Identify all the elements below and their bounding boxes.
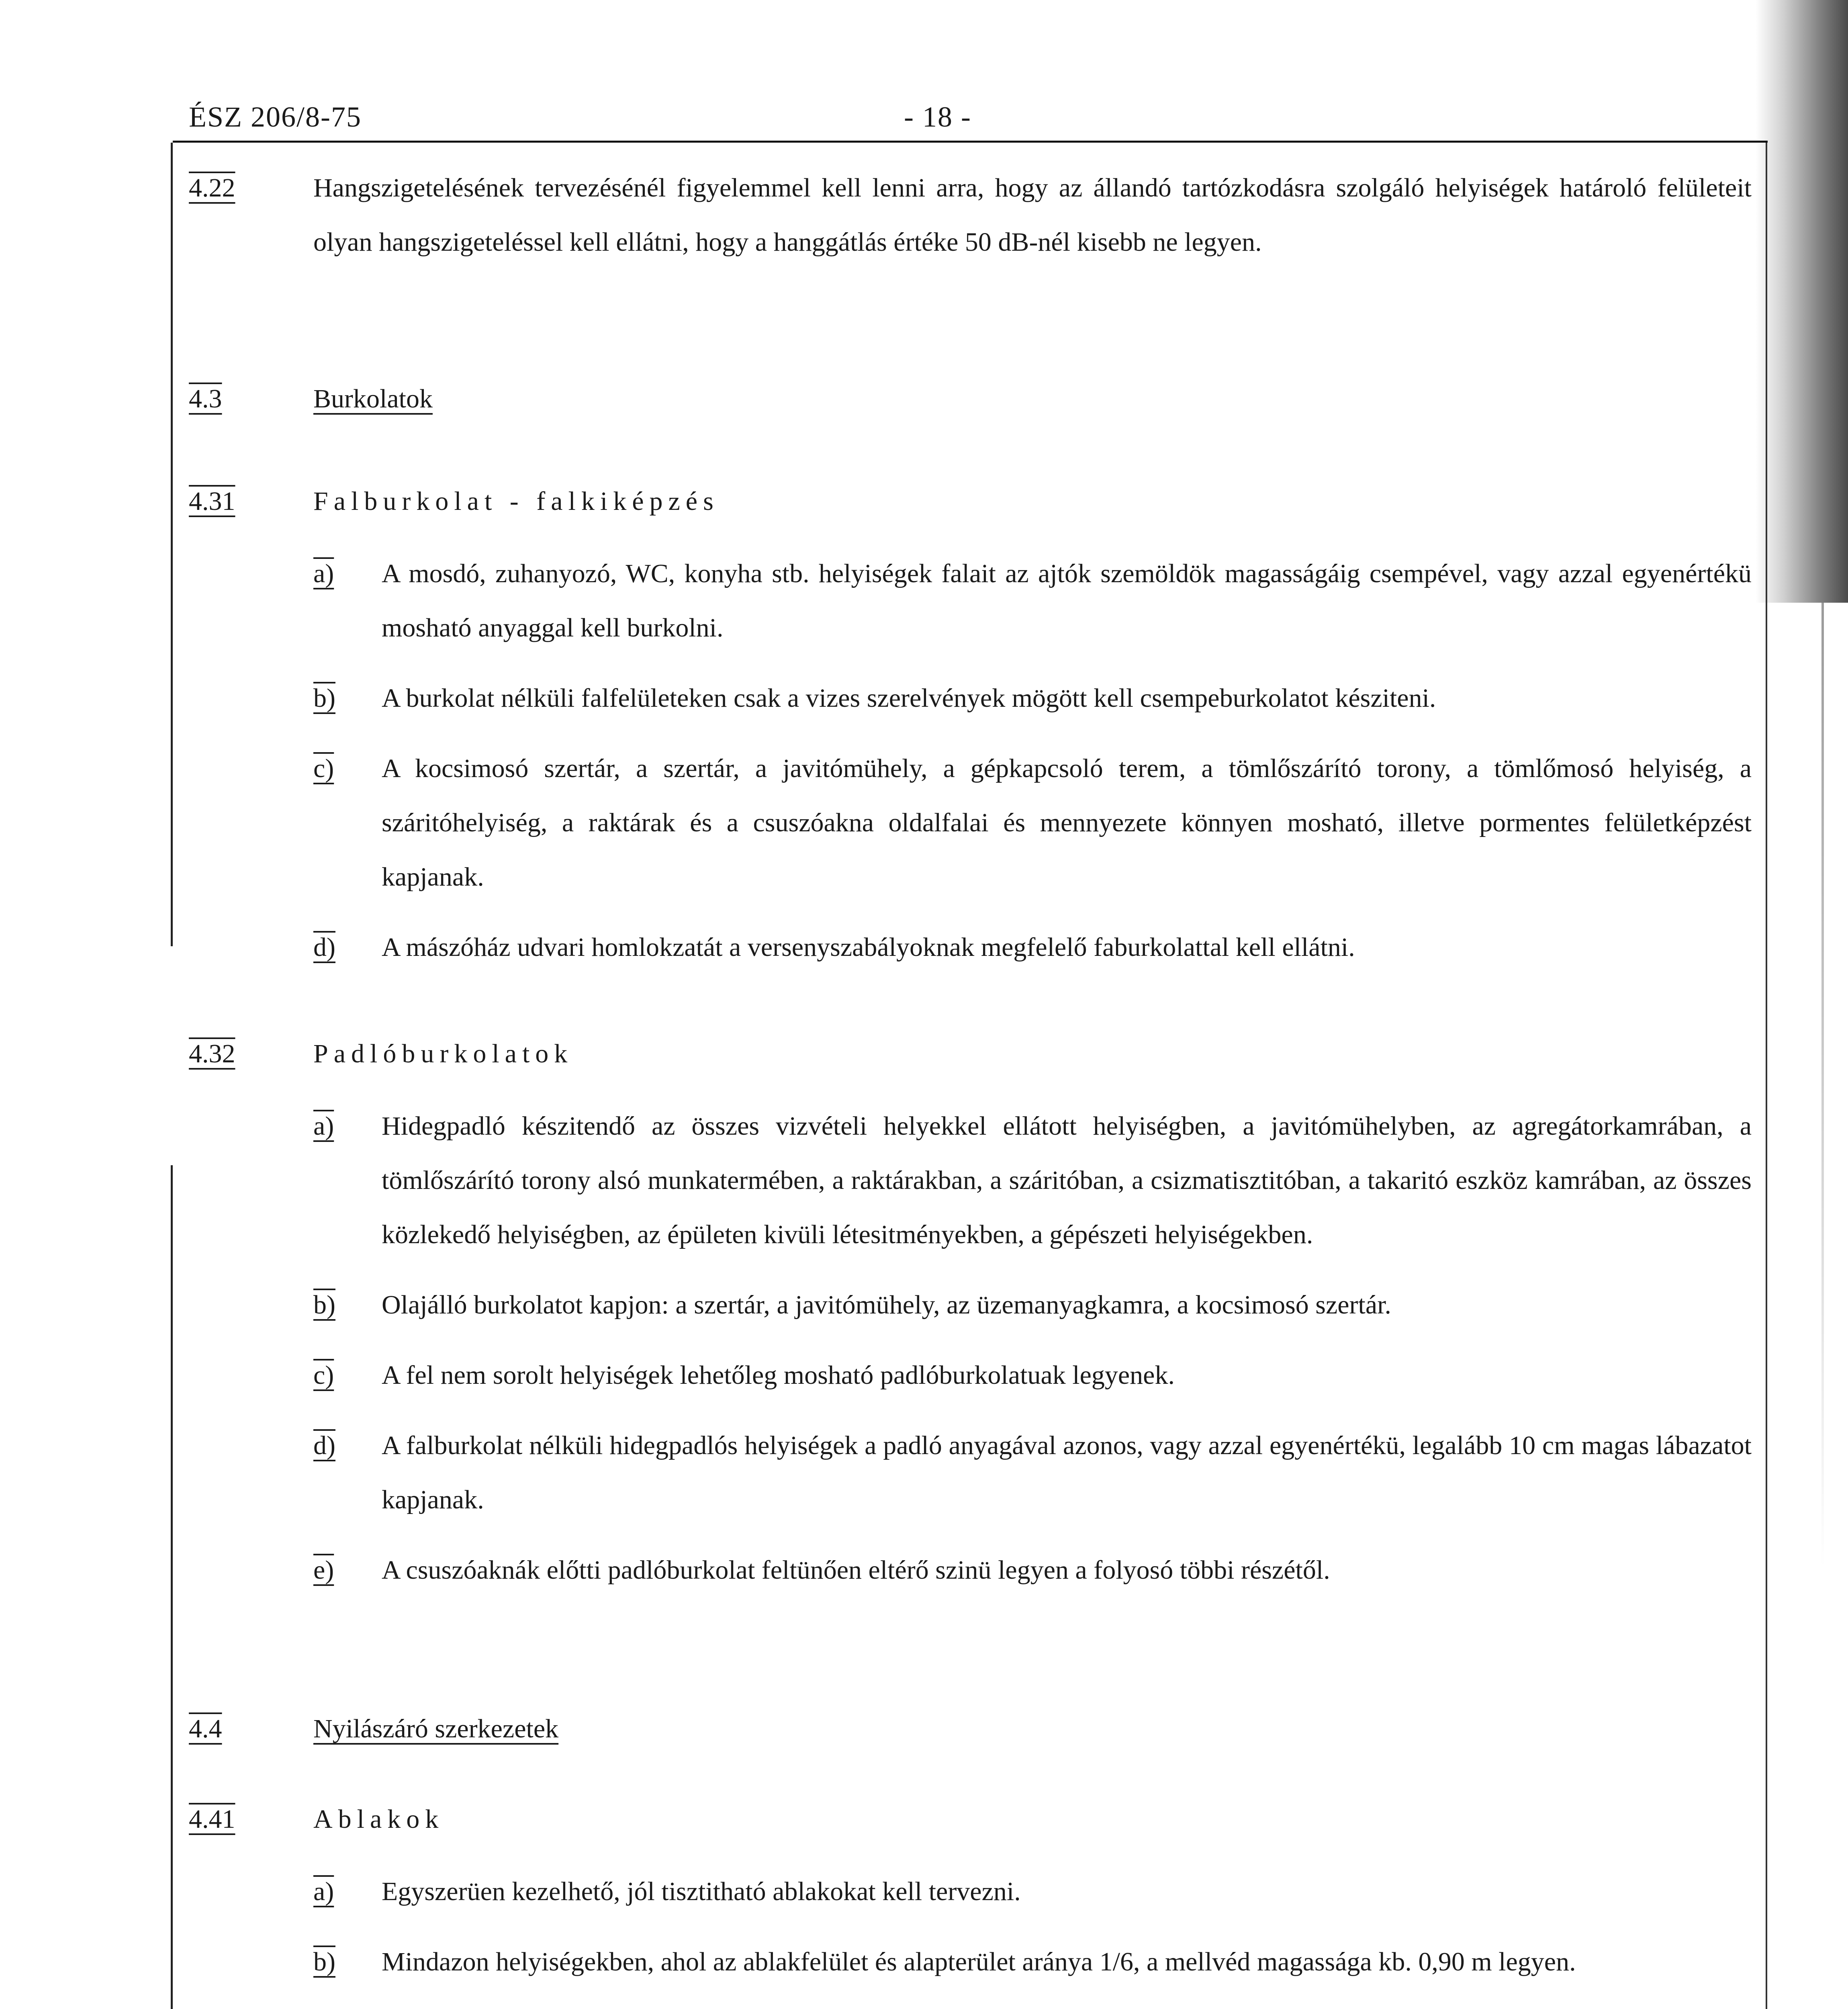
item-label: b)	[313, 683, 335, 713]
section-number: 4.41	[189, 1804, 235, 1834]
section-number: 4.32	[189, 1039, 235, 1068]
section-number: 4.31	[189, 487, 235, 516]
page-number: - 18 -	[904, 101, 971, 133]
section-title: Burkolatok	[313, 384, 433, 413]
page-header	[189, 100, 1768, 145]
list-item	[313, 1348, 1752, 1402]
scan-edge-shadow	[1756, 0, 1848, 603]
list-item	[313, 546, 1752, 655]
section-title: Falburkolat - falkiképzés	[313, 487, 719, 516]
list-item	[313, 741, 1752, 904]
item-text: A mosdó, zuhanyozó, WC, konyha stb. helyiségek falait az ajtók szemöldök magasságáig csempével, vagy azzal egyenértékü mosható anyaggal kell burkolni.	[382, 559, 1752, 642]
item-label: a)	[313, 1877, 334, 1906]
section-4-41	[189, 1792, 1752, 1846]
section-4-4	[189, 1702, 1752, 1756]
document-id: ÉSZ 206/8-75	[189, 101, 362, 133]
frame-left-border	[171, 143, 173, 946]
item-text: Olajálló burkolatot kapjon: a szertár, a javitómühely, az üzemanyagkamra, a kocsimosó szertár.	[382, 1290, 1391, 1320]
list-item	[313, 920, 1752, 974]
section-title: Nyilászáró szerkezetek	[313, 1714, 559, 1743]
item-text: A burkolat nélküli falfelületeken csak a vizes szerelvények mögött kell csempeburkolatot késziteni.	[382, 683, 1436, 713]
section-4-22	[189, 161, 1752, 269]
scan-edge-line	[1821, 603, 1824, 1567]
item-text: A mászóház udvari homlokzatát a versenyszabályoknak megfelelő faburkolattal kell ellátni.	[382, 933, 1355, 962]
list-item	[313, 1543, 1752, 1597]
item-label: e)	[313, 1555, 334, 1585]
page-content	[189, 161, 1752, 1989]
list-item	[313, 1278, 1752, 1332]
list-item	[313, 1935, 1752, 1989]
section-number: 4.4	[189, 1714, 222, 1743]
list-item	[313, 1864, 1752, 1919]
item-label: c)	[313, 1360, 334, 1390]
section-number: 4.22	[189, 173, 235, 203]
section-4-32	[189, 1027, 1752, 1081]
item-text: A fel nem sorolt helyiségek lehetőleg mosható padlóburkolatuak legyenek.	[382, 1360, 1175, 1390]
item-label: b)	[313, 1947, 335, 1976]
item-text: Mindazon helyiségekben, ahol az ablakfelület és alapterület aránya 1/6, a mellvéd magassága kb. 0,90 m legyen.	[382, 1947, 1576, 1976]
list-item	[313, 671, 1752, 725]
item-label: d)	[313, 1431, 335, 1460]
item-text: Hidegpadló készitendő az összes vizvételi helyekkel ellátott helyiségben, a javitómühelyben, az agregátorkamrában, a tömlőszárító torony alsó munkatermében, a raktárakban, a száritóban, a csizmatisztitóban, a takaritó eszköz kamrában, az összes közlekedő helyiségben, az épületen kivüli létesitményekben, a gépészeti helyiségekben.	[382, 1111, 1752, 1249]
item-label: b)	[313, 1290, 335, 1320]
section-4-31	[189, 474, 1752, 528]
header-rule	[173, 141, 1768, 143]
list-item	[313, 1099, 1752, 1262]
section-number: 4.3	[189, 384, 222, 413]
section-title: Ablakok	[313, 1804, 444, 1834]
item-text: A falburkolat nélküli hidegpadlós helyiségek a padló anyagával azonos, vagy azzal egyenértékü, legalább 10 cm magas lábazatot kapjanak.	[382, 1431, 1752, 1514]
item-label: c)	[313, 754, 334, 783]
frame-right-border	[1766, 143, 1767, 2009]
item-text: A csuszóaknák előtti padlóburkolat feltünően eltérő szinü legyen a folyosó többi részétől.	[382, 1555, 1330, 1585]
item-label: a)	[313, 1111, 334, 1141]
item-text: A kocsimosó szertár, a szertár, a javitómühely, a gépkapcsoló terem, a tömlőszárító torony, a tömlőmosó helyiség, a száritóhelyiség, a raktárak és a csuszóakna oldalfalai és mennyezete könnyen mosható, illetve pormentes felületképzést kapjanak.	[382, 754, 1752, 892]
item-label: d)	[313, 933, 335, 962]
item-label: a)	[313, 559, 334, 588]
frame-left-border-lower	[171, 1165, 173, 2009]
section-title: Padlóburkolatok	[313, 1039, 573, 1068]
item-text: Egyszerüen kezelhető, jól tisztitható ablakokat kell tervezni.	[382, 1877, 1021, 1906]
section-text: Hangszigetelésének tervezésénél figyelemmel kell lenni arra, hogy az állandó tartózkodásra szolgáló helyiségek határoló felületeit olyan hangszigeteléssel kell ellátni, hogy a hanggátlás értéke 50 dB-nél kisebb ne legyen.	[313, 173, 1752, 257]
list-item	[313, 1418, 1752, 1527]
section-4-3	[189, 372, 1752, 426]
